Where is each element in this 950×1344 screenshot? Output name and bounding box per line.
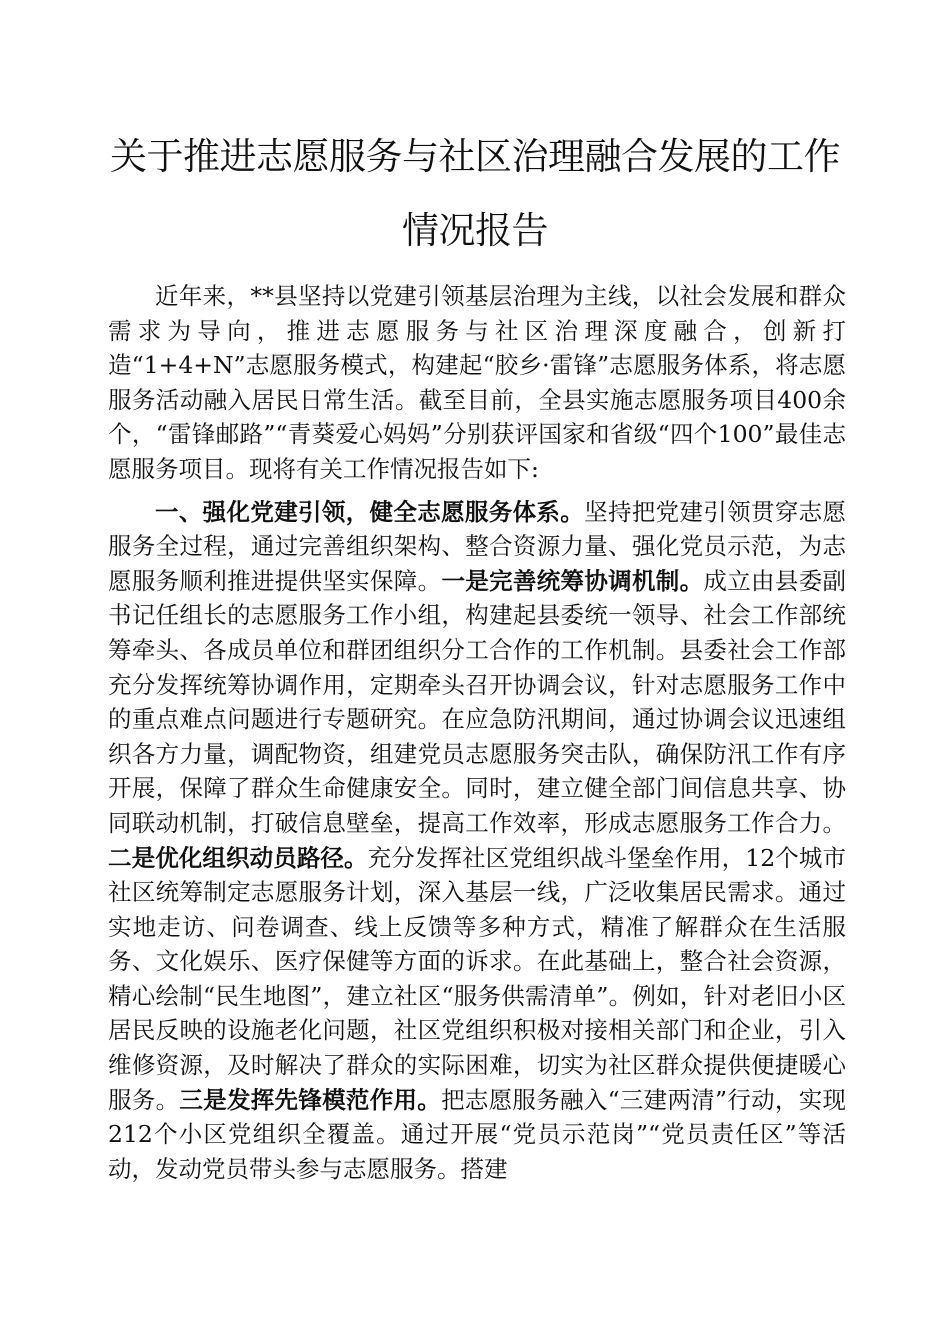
- point-3-heading: 三是发挥先锋模范作用。: [179, 1085, 442, 1114]
- point-1-heading: 一是完善统筹协调机制。: [441, 566, 704, 595]
- document-body: [108, 279, 846, 1186]
- point-1-text: 成立由县委副书记任组长的志愿服务工作小组，构建起县委统一领导、社会工作部统筹牵头、各成员单位和群团组织分工合作的工作机制。县委社会工作部充分发挥统筹协调作用，定期牵头召开协调会议，针对志愿服务工作中的重点难点问题进行专题研究。在应急防汛期间，通过协调会议迅速组织各方力量，调配物资，组建党员志愿服务突击队，确保防汛工作有序开展，保障了群众生命健康安全。同时，建立健全部门间信息共享、协同联动机制，打破信息壁垒，提高工作效率，形成志愿服务工作合力。: [108, 566, 847, 837]
- point-3-text: 把志愿服务融入“三建两清”行动，实现212个小区党组织全覆盖。通过开展“党员示范岗”“党员责任区”等活动，发动党员带头参与志愿服务。搭建: [108, 1085, 847, 1183]
- point-2-heading: 二是优化组织动员路径。: [108, 843, 368, 872]
- intro-paragraph: 近年来，**县坚持以党建引领基层治理为主线，以社会发展和群众需求为导向，推进志愿服务与社区治理深度融合，创新打造“1+4+N”志愿服务模式，构建起“胶乡·雷锋”志愿服务体系，将志愿服务活动融入居民日常生活。截至目前，全县实施志愿服务项目400余个，“雷锋邮路”“青葵爱心妈妈”分别获评国家和省级“四个100”最佳志愿服务项目。现将有关工作情况报告如下:: [108, 282, 846, 483]
- document-title: 关于推进志愿服务与社区治理融合发展的工作情况报告: [110, 135, 840, 252]
- point-2-text: 充分发挥社区党组织战斗堡垒作用，12个城市社区统筹制定志愿服务计划，深入基层一线，广泛收集居民需求。通过实地走访、问卷调查、线上反馈等多种方式，精准了解群众在生活服务、文化娱乐、医疗保健等方面的诉求。在此基础上，整合社会资源，精心绘制“民生地图”，建立社区“服务供需清单”。例如，针对老旧小区居民反映的设施老化问题，社区党组织积极对接相关部门和企业，引入维修资源，及时解决了群众的实际困难，切实为社区群众提供便捷暖心服务。: [108, 843, 847, 1114]
- section-1-heading: 一、强化党建引领，健全志愿服务体系。: [155, 497, 585, 526]
- section-1-lead: 坚持把党建引领贯穿志愿服务全过程，通过完善组织架构、整合资源力量、强化党员示范，为志愿服务顺利推进提供坚实保障。: [108, 497, 847, 595]
- section-1-paragraph: [108, 495, 846, 1187]
